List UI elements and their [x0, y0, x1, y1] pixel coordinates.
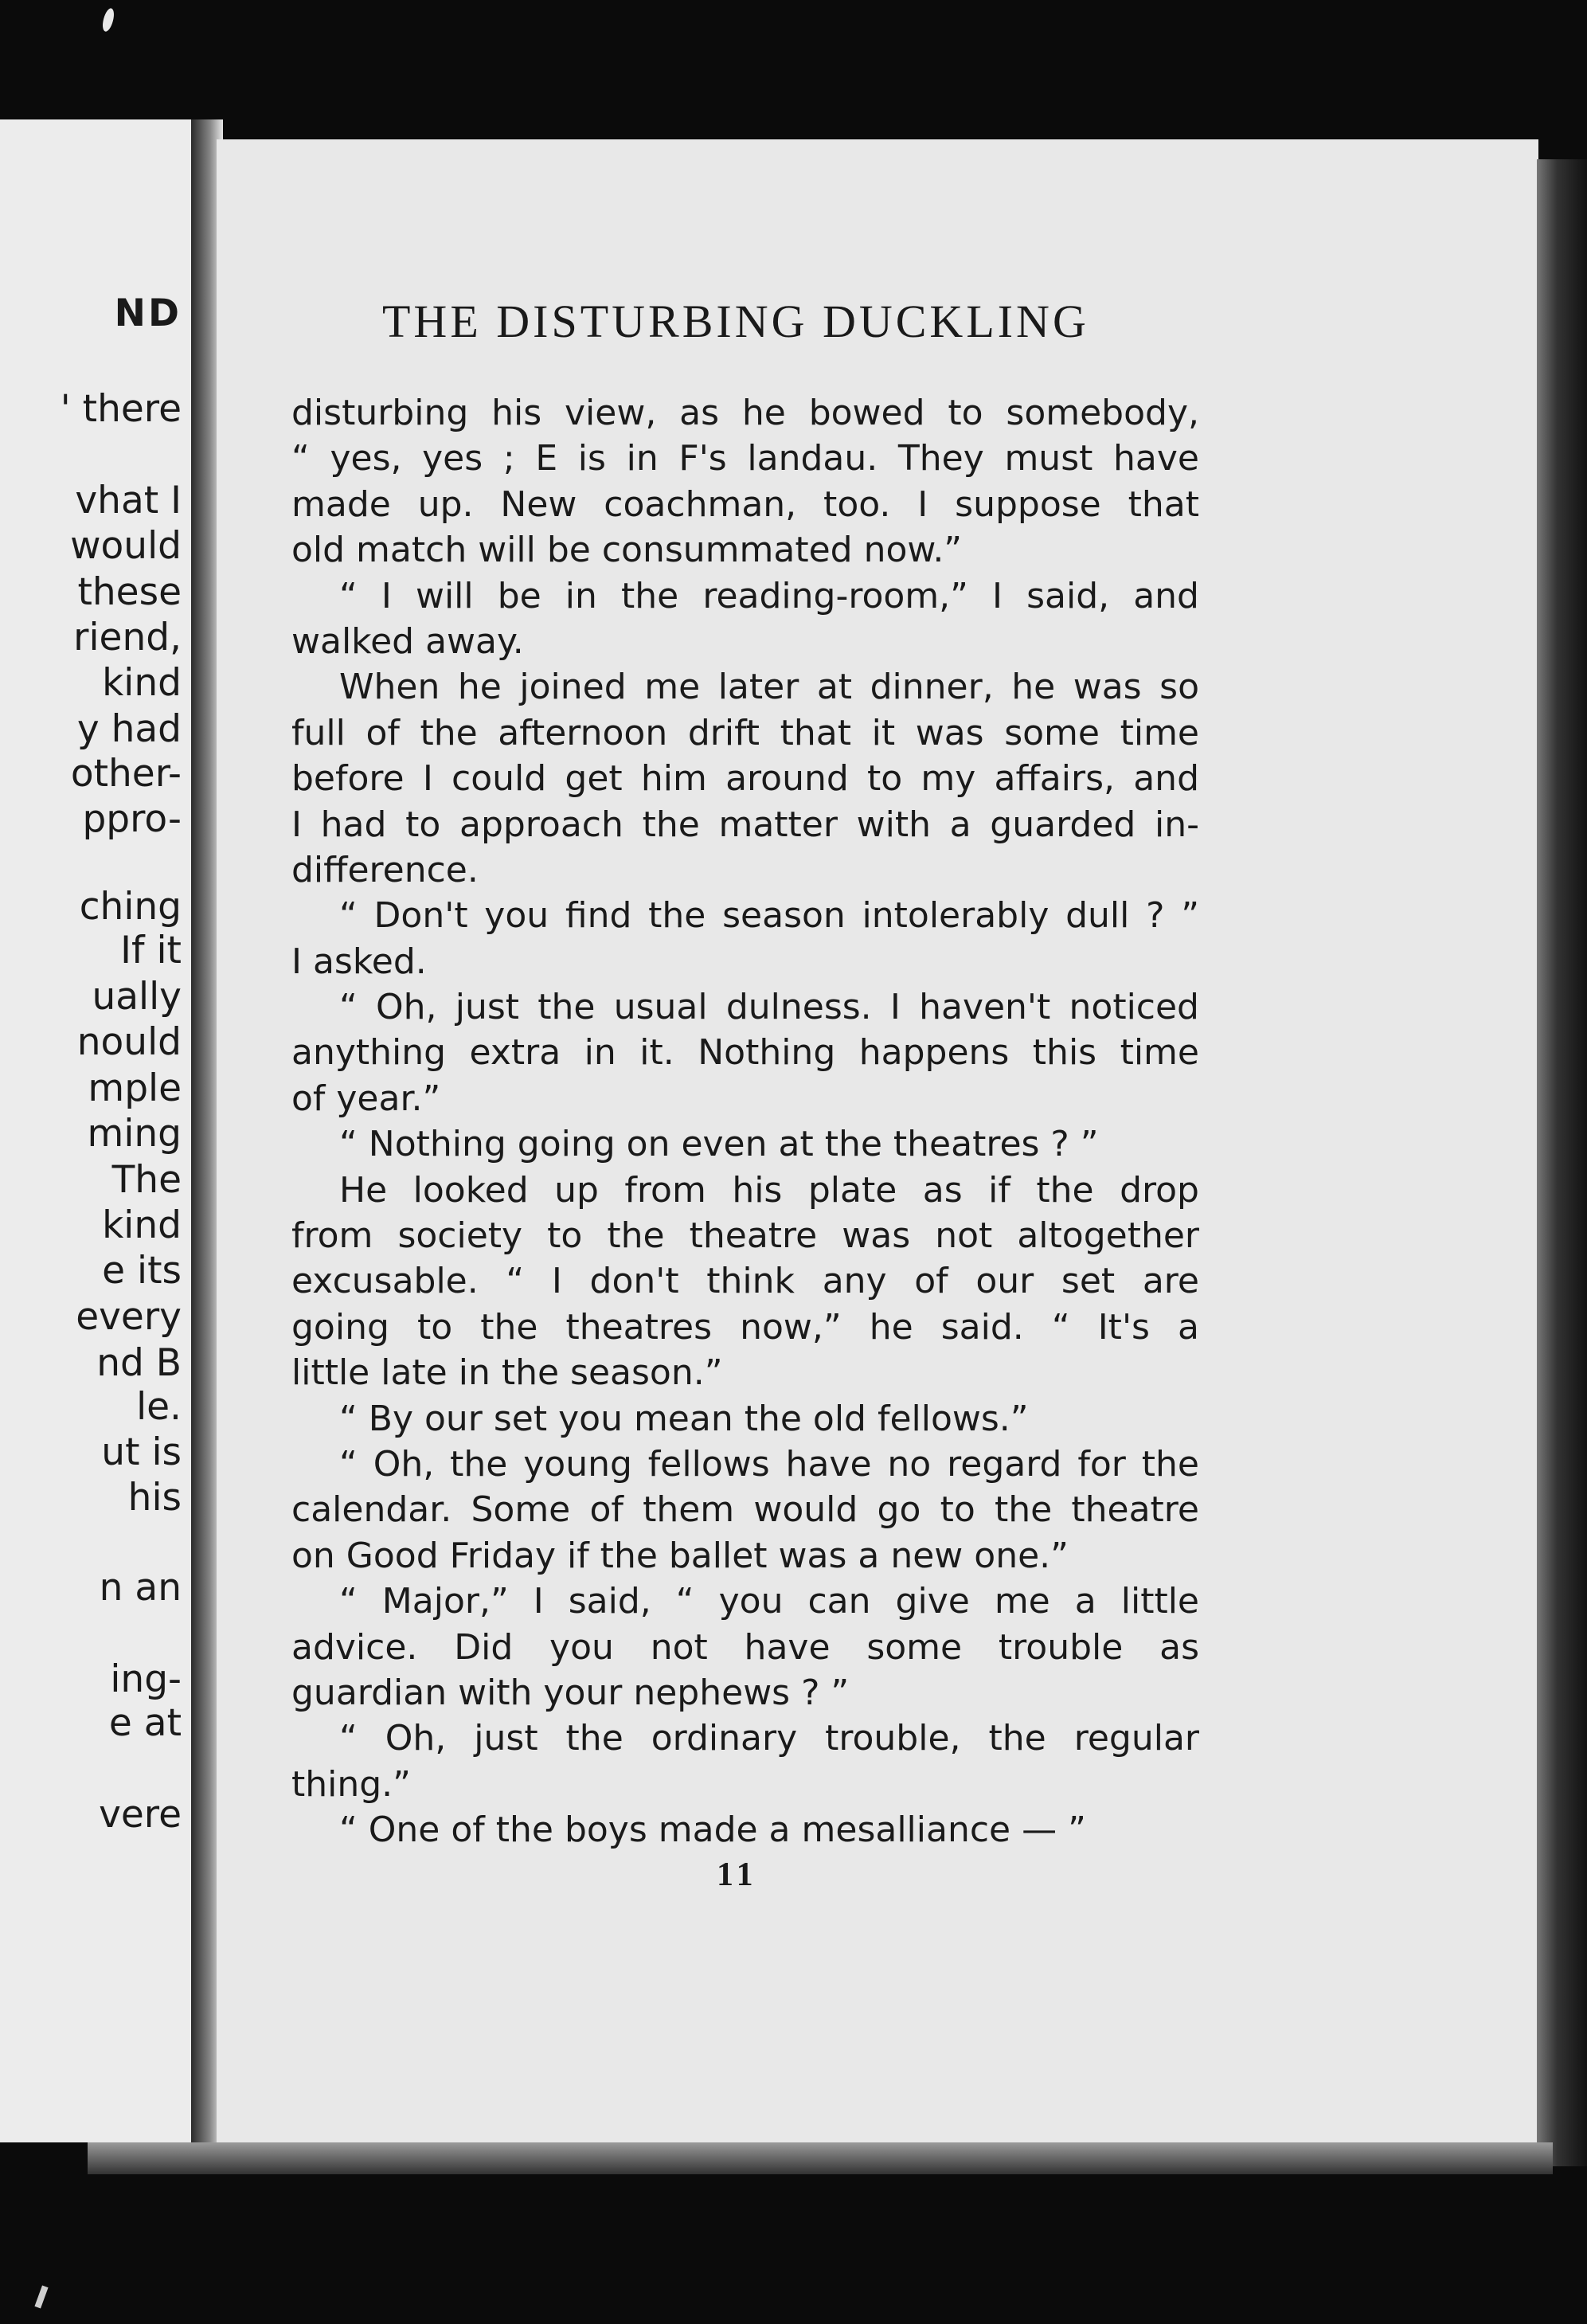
- left-page-line-fragment: ppro-: [82, 797, 182, 841]
- left-page-line-fragment: riend,: [73, 616, 182, 659]
- left-page-line-fragment: vhat I: [75, 479, 182, 522]
- text-line: “ yes, yes ; E is in F's landau. They must have: [291, 438, 1199, 479]
- page-edges: [1537, 159, 1587, 2166]
- left-facing-page: [0, 119, 202, 2142]
- text-line: calendar. Some of them would go to the theatre: [291, 1489, 1199, 1531]
- text-line: old match will be consummated now.”: [291, 530, 963, 571]
- text-line: from society to the theatre was not altogether: [291, 1215, 1199, 1257]
- text-line: on Good Friday if the ballet was a new one.”: [291, 1535, 1069, 1576]
- left-page-line-fragment: kind: [102, 1203, 182, 1247]
- text-line: I had to approach the matter with a guarded in-: [291, 804, 1199, 845]
- left-page-line-fragment: ing-: [110, 1657, 182, 1701]
- left-page-line-fragment: y had: [76, 707, 182, 751]
- left-page-line-fragment: e its: [102, 1249, 182, 1293]
- film-speck: [100, 7, 115, 33]
- text-line: “ Nothing going on even at the theatres ? ”: [339, 1124, 1099, 1165]
- text-line: advice. Did you not have some trouble as: [291, 1626, 1199, 1668]
- text-line: excusable. “ I don't think any of our set are: [291, 1261, 1199, 1302]
- left-page-line-fragment: If it: [120, 929, 182, 972]
- text-line: before I could get him around to my affairs, and: [291, 758, 1199, 800]
- text-line: When he joined me later at dinner, he was so: [339, 667, 1199, 708]
- left-page-line-fragment: ut is: [101, 1430, 182, 1474]
- left-page-line-fragment: nd B: [96, 1341, 182, 1385]
- text-line: walked away.: [291, 620, 524, 662]
- text-line: “ I will be in the reading-room,” I said, and: [339, 575, 1199, 616]
- text-line: “ Oh, the young fellows have no regard for the: [339, 1443, 1199, 1485]
- left-page-line-fragment: these: [77, 570, 182, 614]
- left-page-line-fragment: ching: [79, 885, 182, 929]
- body-text: [291, 390, 1199, 1853]
- text-line: “ One of the boys made a mesalliance — ”: [339, 1810, 1086, 1851]
- text-line: anything extra in it. Nothing happens this time: [291, 1032, 1199, 1074]
- left-page-line-fragment: le.: [136, 1385, 182, 1429]
- page-number: 11: [717, 1856, 758, 1893]
- left-page-line-fragment: n an: [99, 1566, 182, 1610]
- left-page-line-fragment: mple: [88, 1066, 182, 1110]
- film-speck: [34, 2285, 48, 2308]
- text-line: going to the theatres now,” he said. “ It's a: [291, 1306, 1199, 1348]
- left-page-line-fragment: ND: [114, 291, 182, 335]
- left-page-line-fragment: his: [127, 1476, 182, 1520]
- text-line: guardian with your nephews ? ”: [291, 1672, 850, 1713]
- left-page-line-fragment: every: [76, 1295, 182, 1339]
- text-line: disturbing his view, as he bowed to somebody,: [291, 393, 1199, 433]
- left-page-line-fragment: would: [70, 524, 182, 568]
- left-page-line-fragment: other-: [70, 752, 182, 796]
- running-head: THE DISTURBING DUCKLING: [382, 295, 1089, 347]
- text-line: “ Major,” I said, “ you can give me a little: [339, 1581, 1199, 1622]
- left-page-line-fragment: ' there: [60, 387, 182, 431]
- text-line: difference.: [291, 849, 479, 890]
- text-line: full of the afternoon drift that it was some time: [291, 712, 1199, 753]
- text-line: He looked up from his plate as if the drop: [339, 1169, 1199, 1211]
- text-line: “ Oh, just the ordinary trouble, the regular: [339, 1718, 1199, 1759]
- text-line: thing.”: [291, 1763, 411, 1805]
- left-page-line-fragment: nould: [76, 1020, 182, 1064]
- text-line: little late in the season.”: [291, 1352, 723, 1394]
- left-page-line-fragment: ming: [87, 1112, 182, 1156]
- left-page-line-fragment: The: [111, 1158, 182, 1202]
- text-line: made up. New coachman, too. I suppose that: [291, 483, 1199, 525]
- book-bottom-edge: [88, 2142, 1553, 2174]
- text-line: “ By our set you mean the old fellows.”: [339, 1398, 1029, 1439]
- text-line: “ Oh, just the usual dulness. I haven't noticed: [339, 987, 1199, 1028]
- left-page-line-fragment: kind: [102, 661, 182, 705]
- left-page-line-fragment: e at: [108, 1701, 182, 1745]
- text-line: of year.”: [291, 1078, 441, 1119]
- left-page-line-fragment: ually: [92, 975, 182, 1019]
- left-page-line-fragment: vere: [99, 1793, 182, 1837]
- text-line: I asked.: [291, 941, 427, 982]
- text-line: “ Don't you find the season intolerably dull ? ”: [339, 895, 1199, 937]
